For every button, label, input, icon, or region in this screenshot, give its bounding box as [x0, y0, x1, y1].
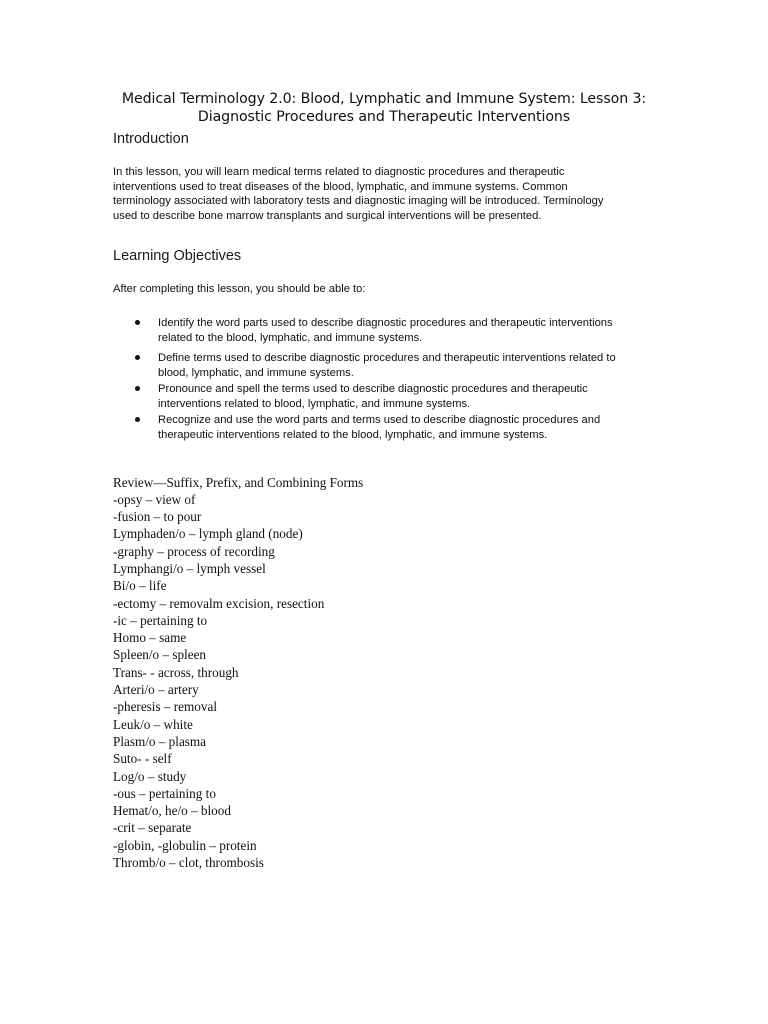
objectives-list	[113, 316, 643, 443]
review-term: Lymphaden/o – lymph gland (node)	[113, 526, 303, 542]
objective-item	[113, 413, 643, 443]
review-term: -crit – separate	[113, 820, 192, 836]
objectives-lead-text: After completing this lesson, you should be able to:	[113, 283, 366, 295]
objective-text: Pronounce and spell the terms used to describe diagnostic procedures and therapeutic interventions related to blood, lymphatic, and immune systems.	[158, 382, 588, 410]
objective-text: Define terms used to describe diagnostic procedures and therapeutic interventions related to blood, lymphatic, and immune systems.	[158, 351, 616, 379]
objective-text: Identify the word parts used to describe diagnostic procedures and therapeutic interventions related to the blood, lymphatic, and immune systems.	[158, 316, 613, 344]
review-term: -graphy – process of recording	[113, 543, 275, 559]
objective-item	[113, 382, 643, 412]
introduction-heading: Introduction	[113, 131, 189, 147]
review-term: -opsy – view of	[113, 491, 196, 507]
bullet-icon	[135, 355, 140, 360]
review-term: Lymphangi/o – lymph vessel	[113, 560, 266, 576]
review-term: Suto- - self	[113, 751, 172, 767]
review-section	[113, 474, 768, 872]
review-term: Thromb/o – clot, thrombosis	[113, 855, 264, 871]
review-term: Spleen/o – spleen	[113, 647, 207, 663]
bullet-icon	[135, 320, 140, 325]
review-term: Leuk/o – white	[113, 716, 193, 732]
review-term: Arteri/o – artery	[113, 682, 199, 698]
review-term: Hemat/o, he/o – blood	[113, 803, 231, 819]
review-term: Plasm/o – plasma	[113, 733, 207, 749]
objective-text: Recognize and use the word parts and terms used to describe diagnostic procedures and therapeutic interventions related to the blood, lymphatic, and immune systems.	[158, 413, 601, 441]
objective-item	[113, 351, 643, 381]
learning-objectives-heading: Learning Objectives	[113, 248, 242, 264]
document-title: Medical Terminology 2.0: Blood, Lymphatic and Immune System: Lesson 3: Diagnostic Procedures and Therapeutic Interventions	[121, 91, 647, 125]
review-term: Homo – same	[113, 630, 187, 646]
review-term: Trans- - across, through	[113, 664, 239, 680]
review-term: -ectomy – removalm excision, resection	[113, 595, 325, 611]
review-term: Log/o – study	[113, 768, 187, 784]
review-term: -globin, -globulin – protein	[113, 837, 257, 853]
review-term: -pheresis – removal	[113, 699, 217, 715]
introduction-paragraph: In this lesson, you will learn medical terms related to diagnostic procedures and therapeutic interventions used to treat diseases of the blood, lymphatic, and immune systems. Common terminology associated with laboratory tests and diagnostic imaging will be introduced. Terminology used to describe bone marrow transplants and surgical interventions will be presented.	[113, 166, 604, 222]
review-term: Bi/o – life	[113, 578, 167, 594]
objective-item	[113, 316, 643, 346]
bullet-icon	[135, 417, 140, 422]
review-term: -ous – pertaining to	[113, 785, 216, 801]
review-term: -fusion – to pour	[113, 509, 202, 525]
bullet-icon	[135, 386, 140, 391]
review-term: -ic – pertaining to	[113, 612, 208, 628]
review-heading: Review—Suffix, Prefix, and Combining Forms	[113, 474, 364, 490]
